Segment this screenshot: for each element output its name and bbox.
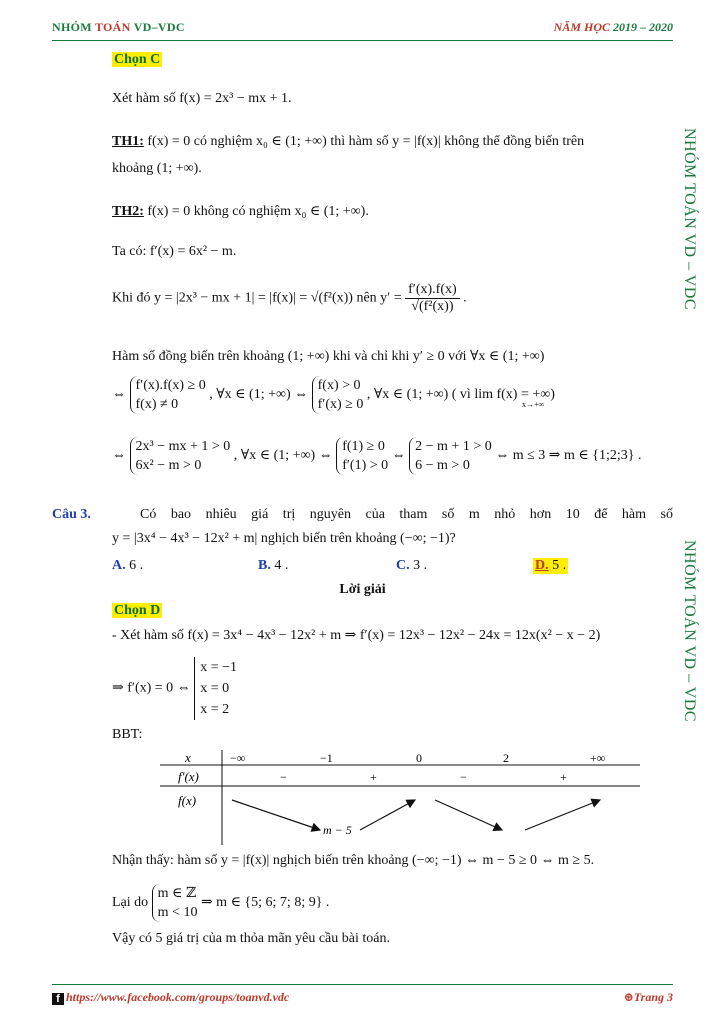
- system-5-row2: 6 − m > 0: [415, 458, 470, 473]
- question-label: Câu 3.: [52, 507, 91, 522]
- case-1-text: f(x) = 0 có nghiệm x₀ ∈ (1; +∞) thì hàm số y = |f(x)| không thể đồng biến trên: [143, 134, 585, 149]
- system-2-row1: f(x) > 0: [317, 378, 361, 393]
- integer-condition-row1: m ∈ ℤ: [157, 886, 197, 901]
- roots-bracket: [194, 657, 237, 720]
- case-2-line: [112, 203, 369, 220]
- khi-do-end: .: [463, 290, 467, 306]
- system-5-row1: 2 − m + 1 > 0: [415, 439, 492, 454]
- case-2-text: f(x) = 0 không có nghiệm x₀ ∈ (1; +∞).: [143, 204, 369, 219]
- option-c-value: 3 .: [409, 558, 428, 573]
- sign-4: +: [560, 770, 567, 784]
- system-conclusion: ⇔ m ≤ 3 ⇒ m ∈ {1;2;3} .: [495, 448, 642, 464]
- system-4-row1: f(1) ≥ 0: [342, 439, 385, 454]
- facebook-icon: f: [52, 993, 64, 1005]
- option-b[interactable]: [258, 558, 288, 574]
- sign-1: −: [280, 770, 287, 784]
- derivative-f-line: - Xét hàm số f(x) = 3x⁴ − 4x³ − 12x² + m ⇒ f′(x) = 12x³ − 12x² − 24x = 12x(x² − x − 2): [112, 628, 601, 643]
- footer-page-text: Trang 3: [633, 990, 673, 1004]
- question-text-1: Có bao nhiêu giá trị nguyên của tham số m nhỏ hơn 10 để hàm số: [140, 507, 673, 522]
- derivative-line: Ta có: f′(x) = 6x² − m.: [112, 244, 237, 259]
- row-fprime-label: f′(x): [178, 769, 199, 784]
- footer-rule: [52, 984, 673, 985]
- system-1: [130, 376, 206, 414]
- khi-do-text: Khi đó y = |2x³ − mx + 1| = |f(x)| = √(f²(x)) nên y′ =: [112, 290, 406, 306]
- roots-prefix: ⇒ f′(x) = 0 ⇔: [112, 680, 195, 696]
- option-d-key: D.: [535, 558, 549, 573]
- system-2-row2: f′(x) ≥ 0: [317, 397, 364, 412]
- conclusion-line: Nhận thấy: hàm số y = |f(x)| nghịch biến trên khoảng (−∞; −1) ⇔ m − 5 ≥ 0 ⇔ m ≥ 5.: [112, 853, 595, 868]
- x-value-5: +∞: [590, 751, 606, 765]
- footer-url-text: https://www.facebook.com/groups/toanvd.vdc: [66, 990, 290, 1004]
- variation-table-svg: [160, 750, 640, 845]
- x-value-1: −∞: [230, 751, 246, 765]
- answer-choice-c: [112, 52, 162, 68]
- header-rule: [52, 40, 673, 41]
- system-5: [409, 437, 492, 475]
- option-a[interactable]: [112, 558, 143, 574]
- footer-page-number: [624, 990, 673, 1005]
- fraction: [405, 282, 460, 315]
- arrow-up-1: [360, 800, 415, 830]
- footer-link[interactable]: [52, 990, 289, 1005]
- x-value-2: −1: [320, 751, 333, 765]
- system-3-row1: 2x³ − mx + 1 > 0: [135, 439, 231, 454]
- bbt-label: BBT:: [112, 727, 143, 742]
- x-value-3: 0: [416, 751, 422, 765]
- system-3-condition: , ∀x ∈ (1; +∞) ⇔: [233, 448, 337, 464]
- system-4: [336, 437, 388, 475]
- chon-d-label: Chọn D: [114, 603, 161, 618]
- page-icon: ⊛: [623, 990, 634, 1004]
- case-1-line: [112, 133, 672, 150]
- sign-3: −: [460, 770, 467, 784]
- khi-do-line: [112, 282, 467, 315]
- side-watermark-top: NHÓM TOÁN VD – VDC: [681, 128, 698, 311]
- header-year-value: 2019 – 2020: [613, 20, 673, 34]
- min-value-label: m − 5: [323, 823, 352, 837]
- option-d-value: 5 .: [548, 558, 567, 573]
- system-3-row2: 6x² − m > 0: [135, 458, 202, 473]
- option-c[interactable]: [396, 558, 427, 574]
- header-group-name: [52, 20, 185, 35]
- system-1-condition: , ∀x ∈ (1; +∞) ⇔: [209, 387, 312, 403]
- system-3: [130, 437, 231, 475]
- integer-condition-result: ⇒ m ∈ {5; 6; 7; 8; 9} .: [200, 895, 330, 911]
- row-x-label: x: [185, 750, 191, 765]
- system-1-row2: f(x) ≠ 0: [135, 397, 179, 412]
- integer-condition-line: [112, 884, 329, 922]
- arrow-down-2: [435, 800, 502, 830]
- x-value-4: 2: [503, 751, 509, 765]
- root-3: x = 2: [200, 702, 230, 717]
- integer-condition-system: [152, 884, 198, 922]
- chon-label: Chọn C: [114, 52, 161, 67]
- integer-condition-prefix: Lại do: [112, 895, 152, 911]
- root-2: x = 0: [200, 681, 230, 696]
- case-2-label: TH2:: [112, 204, 144, 219]
- limit-subscript: x→+∞: [522, 400, 545, 409]
- header-group-part3: VD–VDC: [130, 20, 185, 34]
- fraction-denominator: √(f²(x)): [411, 299, 454, 314]
- header-group-part2: TOÁN: [94, 20, 131, 34]
- case-1-label: TH1:: [112, 134, 144, 149]
- roots-line: [112, 657, 237, 720]
- sign-2: +: [370, 770, 377, 784]
- fraction-numerator: f′(x).f(x): [405, 282, 460, 299]
- option-d[interactable]: [533, 558, 568, 574]
- row-f-label: f(x): [178, 793, 197, 808]
- option-b-value: 4 .: [270, 558, 289, 573]
- system-1-row1: f′(x).f(x) ≥ 0: [135, 378, 206, 393]
- final-answer-line: Vậy có 5 giá trị của m thỏa mãn yêu cầu bài toán.: [112, 931, 390, 946]
- header-school-year: [554, 20, 673, 35]
- variation-table: [160, 750, 640, 845]
- option-c-key: C.: [396, 558, 410, 573]
- loi-giai-heading: Lời giải: [339, 582, 386, 597]
- system-line-1: ⇔ f′(x).f(x) ≥ 0 f(x) ≠ 0 , ∀x ∈ (1; +∞) ⇔ f(x) > 0 f′(x) ≥ 0 , ∀x ∈ (1; +∞) ( vì lim f(x) = +∞): [112, 378, 555, 412]
- option-b-key: B.: [258, 558, 271, 573]
- system-2: [312, 376, 364, 414]
- root-1: x = −1: [200, 660, 237, 675]
- case-1-line2: khoảng (1; +∞).: [112, 161, 202, 176]
- dong-bien-line: Hàm số đồng biến trên khoảng (1; +∞) khi và chỉ khi y′ ≥ 0 với ∀x ∈ (1; +∞): [112, 349, 545, 364]
- integer-condition-row2: m < 10: [157, 905, 198, 920]
- text-line: Xét hàm số f(x) = 2x³ − mx + 1.: [112, 91, 292, 106]
- option-a-value: 6 .: [125, 558, 144, 573]
- answer-choice-d: [112, 603, 162, 619]
- arrow-down-1: [232, 800, 320, 830]
- system-4-row2: f′(1) > 0: [342, 458, 389, 473]
- question-text-2: y = |3x⁴ − 4x³ − 12x² + m| nghịch biến trên khoảng (−∞; −1)?: [112, 531, 456, 546]
- system-2-condition: , ∀x ∈ (1; +∞) ( vì lim f(x) = +∞): [366, 387, 555, 403]
- side-watermark-bottom: NHÓM TOÁN VD – VDC: [681, 540, 698, 723]
- header-group-part1: NHÓM: [52, 20, 95, 34]
- system-line-2: ⇔ 2x³ − mx + 1 > 0 6x² − m > 0 , ∀x ∈ (1; +∞) ⇔ f(1) ≥ 0 f′(1) > 0 ⇔ 2 − m + 1 > 0 6 − m > 0 ⇔ m ≤ 3 ⇒ m ∈ {1;2;3} .: [112, 439, 642, 473]
- option-a-key: A.: [112, 558, 126, 573]
- header-year-label: NĂM HỌC: [553, 20, 613, 34]
- arrow-up-2: [525, 800, 600, 830]
